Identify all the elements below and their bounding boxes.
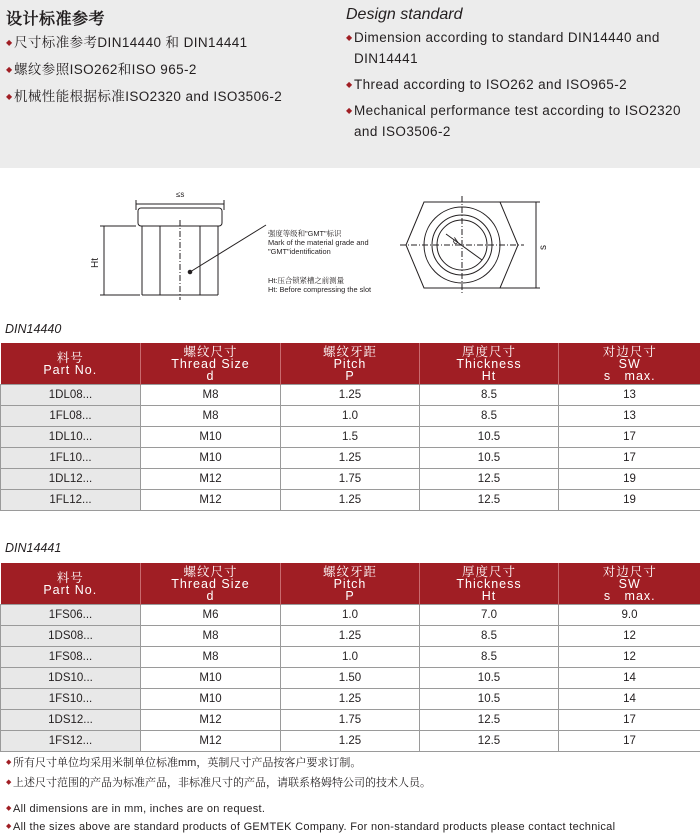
pitch-cell: 1.5	[281, 427, 420, 448]
sw-cell: 17	[559, 427, 700, 448]
callout-ht-en: Ht: Before compressing the slot	[268, 285, 371, 294]
sw-cell: 17	[559, 448, 700, 469]
thickness-cell: 10.5	[420, 448, 559, 469]
standard-item-cn: ◆ 机械性能根据标准ISO2320 and ISO3506-2	[6, 86, 336, 107]
sw-cell: 17	[559, 710, 700, 731]
standard-item-en: ◆ Mechanical performance test according to ISO2320 and ISO3506-2	[346, 100, 696, 142]
col-header-part-no: 料号 Part No.	[1, 343, 141, 385]
diamond-bullet-icon: ◆	[346, 74, 353, 95]
thread-size-cell: M10	[141, 668, 281, 689]
table-row	[1, 385, 700, 406]
part-no-cell: 1FS06...	[1, 605, 141, 626]
pitch-cell: 1.25	[281, 626, 420, 647]
diamond-bullet-icon: ◆	[6, 820, 12, 834]
table-row	[1, 427, 700, 448]
thread-size-cell: M12	[141, 490, 281, 511]
part-no-cell: 1DS10...	[1, 668, 141, 689]
din14440-table	[0, 343, 700, 511]
footnote-cn: ◆ 所有尺寸单位均采用米制单位标准mm，英制尺寸产品按客户要求订制。	[6, 756, 700, 770]
diamond-bullet-icon: ◆	[6, 86, 13, 107]
standard-item-cn: ◆ 尺寸标准参考DIN14440 和 DIN14441	[6, 32, 336, 53]
callout-mark-en: Mark of the material grade and	[268, 238, 369, 247]
part-no-cell: 1DL12...	[1, 469, 141, 490]
col-header-thread-size: 螺纹尺寸 Thread Size d	[141, 343, 281, 385]
table-row	[1, 605, 700, 626]
table-header-row	[1, 343, 700, 385]
table-body	[1, 385, 700, 511]
din14441-table	[0, 563, 700, 752]
sw-cell: 13	[559, 406, 700, 427]
design-standard-en	[346, 6, 696, 147]
width-dimension-label: ≤s	[176, 190, 184, 199]
col-header-sw: 对边尺寸 SW s max.	[559, 563, 700, 605]
table-header-row	[1, 563, 700, 605]
lock-nut-technical-drawing	[90, 180, 550, 310]
sw-cell: 19	[559, 469, 700, 490]
sw-cell: 12	[559, 647, 700, 668]
callout-mark-cn: 强度等级和"GMT"标识	[268, 229, 342, 238]
table-row	[1, 626, 700, 647]
part-no-cell: 1FS12...	[1, 731, 141, 752]
part-no-cell: 1DS12...	[1, 710, 141, 731]
col-header-pitch: 螺纹牙距 Pitch P	[281, 343, 420, 385]
diamond-bullet-icon: ◆	[346, 100, 353, 121]
footnote-en: ◆ All dimensions are in mm, inches are on request.	[6, 802, 700, 816]
sw-cell: 12	[559, 626, 700, 647]
sw-cell: 13	[559, 385, 700, 406]
nut-top-view	[400, 196, 540, 294]
table-title: DIN14441	[5, 541, 61, 555]
col-header-thickness: 厚度尺寸 Thickness Ht	[420, 563, 559, 605]
thickness-cell: 8.5	[420, 647, 559, 668]
footnotes	[6, 756, 700, 838]
table-row	[1, 490, 700, 511]
thread-size-cell: M10	[141, 689, 281, 710]
col-header-thread-size: 螺纹尺寸 Thread Size d	[141, 563, 281, 605]
table-row	[1, 668, 700, 689]
thickness-cell: 12.5	[420, 469, 559, 490]
table-body	[1, 605, 700, 752]
diamond-bullet-icon: ◆	[6, 32, 13, 53]
table-row	[1, 469, 700, 490]
design-standard-title-en: Design standard	[346, 6, 696, 24]
pitch-cell: 1.0	[281, 605, 420, 626]
table-title: DIN14440	[5, 322, 61, 336]
footnote-en: ◆ All the sizes above are standard products of GEMTEK Company. For non-standard products please contact technical	[6, 820, 700, 834]
height-dimension-label: Ht	[90, 258, 101, 268]
thickness-cell: 12.5	[420, 731, 559, 752]
table-row	[1, 647, 700, 668]
nut-side-view	[100, 200, 266, 300]
part-no-cell: 1DL08...	[1, 385, 141, 406]
diamond-bullet-icon: ◆	[6, 59, 13, 80]
table-row	[1, 710, 700, 731]
callout-mark-en: "GMT"identification	[268, 247, 331, 256]
thickness-cell: 10.5	[420, 427, 559, 448]
thickness-cell: 8.5	[420, 406, 559, 427]
part-no-cell: 1FL08...	[1, 406, 141, 427]
col-header-thickness: 厚度尺寸 Thickness Ht	[420, 343, 559, 385]
part-no-cell: 1DS08...	[1, 626, 141, 647]
thickness-cell: 7.0	[420, 605, 559, 626]
thread-size-cell: M10	[141, 427, 281, 448]
table-row	[1, 689, 700, 710]
thread-size-cell: M12	[141, 710, 281, 731]
col-header-sw: 对边尺寸 SW s max.	[559, 343, 700, 385]
thickness-cell: 12.5	[420, 710, 559, 731]
sw-cell: 17	[559, 731, 700, 752]
part-no-cell: 1DL10...	[1, 427, 141, 448]
pitch-cell: 1.0	[281, 647, 420, 668]
standard-item-cn: ◆ 螺纹参照ISO262和ISO 965-2	[6, 59, 336, 80]
diamond-bullet-icon: ◆	[6, 756, 11, 770]
thickness-cell: 10.5	[420, 668, 559, 689]
sw-cell: 14	[559, 689, 700, 710]
pitch-cell: 1.25	[281, 385, 420, 406]
part-no-cell: 1FS08...	[1, 647, 141, 668]
table-row	[1, 406, 700, 427]
pitch-cell: 1.25	[281, 689, 420, 710]
col-header-part-no: 料号 Part No.	[1, 563, 141, 605]
thickness-cell: 8.5	[420, 385, 559, 406]
thread-size-cell: M8	[141, 385, 281, 406]
standard-item-en: ◆ Thread according to ISO262 and ISO965-2	[346, 74, 696, 95]
sw-cell: 19	[559, 490, 700, 511]
thread-size-cell: M12	[141, 469, 281, 490]
thread-size-cell: M8	[141, 626, 281, 647]
part-no-cell: 1FL12...	[1, 490, 141, 511]
callout-ht-cn: Ht:压合锁紧槽之前测量	[268, 276, 345, 285]
diamond-bullet-icon: ◆	[346, 27, 353, 48]
sw-cell: 9.0	[559, 605, 700, 626]
thread-size-cell: M10	[141, 448, 281, 469]
pitch-cell: 1.75	[281, 469, 420, 490]
thread-size-cell: M8	[141, 406, 281, 427]
thickness-cell: 12.5	[420, 490, 559, 511]
table-row	[1, 731, 700, 752]
pitch-cell: 1.25	[281, 490, 420, 511]
thread-size-cell: M12	[141, 731, 281, 752]
table-row	[1, 448, 700, 469]
design-standard-title-cn: 设计标准参考	[6, 6, 336, 29]
pitch-cell: 1.0	[281, 406, 420, 427]
part-no-cell: 1FL10...	[1, 448, 141, 469]
diamond-bullet-icon: ◆	[6, 802, 12, 816]
sw-cell: 14	[559, 668, 700, 689]
design-standard-cn	[6, 6, 336, 113]
standard-item-en: ◆ Dimension according to standard DIN14440 and DIN14441	[346, 27, 696, 69]
across-flats-label: s	[538, 245, 549, 250]
thread-diameter-label: d	[450, 236, 460, 247]
pitch-cell: 1.25	[281, 448, 420, 469]
thread-size-cell: M8	[141, 647, 281, 668]
pitch-cell: 1.25	[281, 731, 420, 752]
pitch-cell: 1.50	[281, 668, 420, 689]
col-header-pitch: 螺纹牙距 Pitch P	[281, 563, 420, 605]
thread-size-cell: M6	[141, 605, 281, 626]
thickness-cell: 8.5	[420, 626, 559, 647]
pitch-cell: 1.75	[281, 710, 420, 731]
part-no-cell: 1FS10...	[1, 689, 141, 710]
diamond-bullet-icon: ◆	[6, 776, 11, 790]
thickness-cell: 10.5	[420, 689, 559, 710]
footnote-cn: ◆ 上述尺寸范围的产品为标准产品，非标准尺寸的产品，请联系格姆特公司的技术人员。	[6, 776, 700, 790]
